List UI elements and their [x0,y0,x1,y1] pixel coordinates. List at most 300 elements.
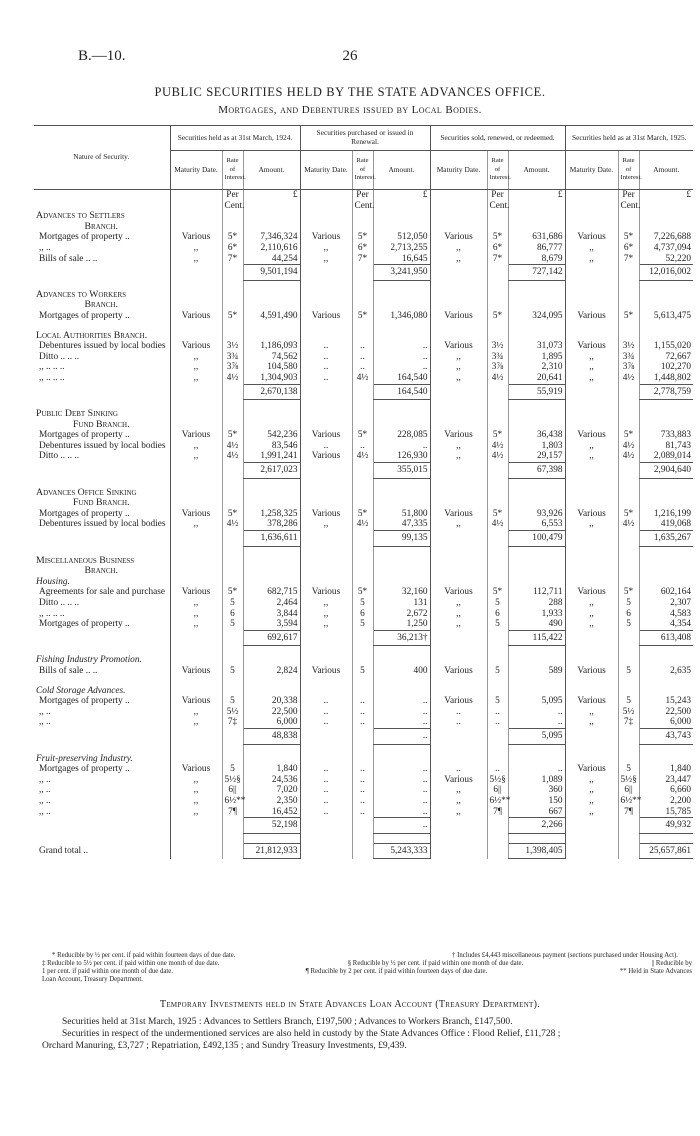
amount-cell: .. [373,807,430,818]
empty-cell [300,677,352,686]
empty-cell [222,280,243,290]
rate-cell: .. [487,707,508,718]
maturity-date-cell: ,, [430,807,487,818]
empty-cell [508,300,565,311]
subtotal-amount-cell: 692,617 [243,630,300,646]
empty-cell [170,498,222,509]
maturity-date-cell: Various [170,509,222,520]
empty-cell [430,190,487,212]
empty-cell [430,646,487,656]
empty-cell [243,488,300,499]
empty-cell [565,677,618,686]
row-label: Agreements for sale and purchase [39,587,165,598]
empty-cell [430,331,487,342]
empty-cell [300,818,352,834]
cent-unit: Cent. [489,200,510,211]
empty-cell [300,531,352,547]
footnotes [42,952,692,984]
maturity-date-cell: ,, [170,619,222,630]
empty-cell [639,546,693,556]
rate-cell: 5 [487,666,508,677]
amount-cell: 4,354 [639,619,693,630]
empty-cell [565,577,618,588]
amount-unit-cell: £ [373,190,430,212]
empty-cell [430,420,487,431]
empty-cell [222,463,243,479]
empty-cell [487,290,508,301]
temporary-investments-line-1: Securities held at 31st March, 1925 : Advances to Settlers Branch, £197,500 ; Advances to Workers Branch, £147,500. [62,1017,513,1027]
subtotal-row [34,463,693,479]
maturity-date-cell: Various [565,311,618,322]
empty-cell [373,686,430,697]
empty-cell [508,420,565,431]
rate-unit-cell [618,190,639,212]
rate-cell: 5 [222,696,243,707]
empty-cell [352,556,373,567]
empty-cell [243,280,300,290]
empty-cell [487,222,508,233]
maturity-date-cell: Various [300,451,352,462]
subtotal-amount-cell: 2,904,640 [639,463,693,479]
empty-cell [352,754,373,765]
per-unit: Per [622,190,635,200]
empty-cell [300,322,352,331]
row-label: Mortgages of property .. [39,430,130,441]
maturity-date-cell: Various [430,587,487,598]
empty-cell [430,265,487,281]
empty-cell [487,728,508,744]
amount-cell: 3,594 [243,619,300,630]
maturity-date-cell: ,, [170,254,222,265]
empty-cell [565,463,618,479]
rate-unit-cell [487,190,508,212]
maturity-date-cell: .. [300,785,352,796]
empty-cell [508,677,565,686]
maturity-date-cell: ,, [430,441,487,452]
empty-cell [430,211,487,222]
empty-cell [565,728,618,744]
empty-cell [352,463,373,479]
rate-of-interest-header: Rate of Interest. [487,151,508,190]
empty-cell [373,646,430,656]
amount-cell: 44,254 [243,254,300,265]
empty-cell [300,222,352,233]
subtotal-row [34,384,693,400]
empty-cell [222,728,243,744]
maturity-date-cell: Various [430,341,487,352]
empty-cell [487,566,508,577]
maturity-date-header: Maturity Date. [565,151,618,190]
empty-cell [222,265,243,281]
empty-cell [170,677,222,686]
empty-cell [430,686,487,697]
empty-cell [565,630,618,646]
empty-cell [639,833,693,843]
amount-cell: 667 [508,807,565,818]
amount-cell: 4,737,094 [639,243,693,254]
row-label [34,265,170,281]
amount-cell: 1,258,325 [243,509,300,520]
empty-cell [618,211,639,222]
rate-cell: 5 [618,666,639,677]
empty-cell [222,818,243,834]
maturity-date-cell: Various [300,430,352,441]
rate-cell: 6½** [618,796,639,807]
rate-cell: 5 [618,619,639,630]
rate-cell: 3½ [618,341,639,352]
rate-cell: 3½ [222,341,243,352]
rate-cell: 7¶ [222,807,243,818]
empty-cell [430,222,487,233]
rate-cell: 5* [352,430,373,441]
row-label: ,, .. .. .. [39,372,65,383]
empty-cell [430,728,487,744]
amount-cell: 31,073 [508,341,565,352]
empty-cell [639,655,693,666]
maturity-date-cell: ,, [430,362,487,373]
amount-cell: 1,304,903 [243,373,300,384]
maturity-date-cell: .. [300,341,352,352]
rate-cell: 5 [222,598,243,609]
empty-cell [222,498,243,509]
table-row [34,796,693,807]
empty-cell [565,546,618,556]
empty-cell [300,400,352,410]
subtotal-amount-cell: .. [373,818,430,834]
maturity-date-cell: Various [430,311,487,322]
maturity-date-cell: ,, [170,717,222,728]
empty-cell [618,577,639,588]
subtotal-amount-cell: 2,266 [508,818,565,834]
maturity-date-cell: Various [430,666,487,677]
empty-cell [430,478,487,488]
amount-cell: 2,672 [373,609,430,620]
maturity-date-cell: ,, [300,519,352,530]
maturity-date-cell: ,, [565,619,618,630]
amount-cell: 2,713,255 [373,243,430,254]
maturity-date-cell: ,, [565,775,618,786]
empty-cell [618,409,639,420]
amount-cell: 131 [373,598,430,609]
empty-cell [300,556,352,567]
rate-cell: .. [352,764,373,775]
empty-cell [222,556,243,567]
empty-cell [300,478,352,488]
empty-cell [487,322,508,331]
empty-cell [222,211,243,222]
footnote: 1 per cent. if paid within one month of due date. [42,968,173,975]
maturity-date-cell: .. [300,764,352,775]
empty-cell [222,833,243,843]
empty-cell [300,384,352,400]
empty-cell [618,478,639,488]
rate-cell: 5 [487,696,508,707]
empty-cell [222,420,243,431]
maturity-date-cell: .. [300,807,352,818]
subtotal-amount-cell: 164,540 [373,384,430,400]
grand-total-amount-cell: 25,657,861 [639,843,693,859]
maturity-date-cell: ,, [430,243,487,254]
empty-cell [243,300,300,311]
rate-cell: .. [352,696,373,707]
empty-cell [487,463,508,479]
empty-cell [352,409,373,420]
empty-cell [508,546,565,556]
empty-cell [243,744,300,754]
grand-total-amount-cell: 1,398,405 [508,843,565,859]
maturity-date-cell: .. [430,717,487,728]
empty-cell [222,577,243,588]
empty-cell [639,222,693,233]
rate-cell: 5* [352,509,373,520]
section-heading [34,409,693,420]
maturity-date-cell: .. [300,696,352,707]
empty-cell [373,211,430,222]
maturity-date-cell: ,, [300,254,352,265]
maturity-date-cell: ,, [170,441,222,452]
amount-cell: 6,553 [508,519,565,530]
empty-cell [430,322,487,331]
rate-cell: 5* [222,587,243,598]
empty-cell [430,744,487,754]
empty-cell [618,833,639,843]
empty-cell [618,331,639,342]
maturity-date-cell: ,, [565,609,618,620]
empty-cell [508,400,565,410]
empty-cell [352,843,373,859]
empty-cell [373,420,430,431]
empty-cell [373,478,430,488]
rate-cell: .. [487,764,508,775]
empty-cell [373,546,430,556]
empty-cell [430,843,487,859]
empty-cell [487,818,508,834]
subtotal-amount-cell: 99,135 [373,531,430,547]
row-label: Miscellaneous Business [36,554,135,566]
empty-cell [508,290,565,301]
table-body [34,190,693,859]
empty-cell [170,646,222,656]
empty-cell [618,556,639,567]
empty-cell [430,754,487,765]
empty-cell [565,280,618,290]
empty-cell [170,843,222,859]
row-label: Local Authorities Branch. [36,329,148,341]
empty-cell [300,843,352,859]
table-row [34,519,693,530]
footnote: ‡ Reducible to 5½ per cent. if paid within one month of due date. [42,960,220,967]
amount-cell: 1,186,093 [243,341,300,352]
amount-cell: 20,338 [243,696,300,707]
subtotal-amount-cell: 1,635,267 [639,531,693,547]
rate-cell: 5* [487,587,508,598]
empty-cell [508,744,565,754]
empty-cell [170,400,222,410]
rate-cell: 5 [487,598,508,609]
rate-cell: 4½ [222,373,243,384]
amount-cell: 228,085 [373,430,430,441]
subtotal-amount-cell: 43,743 [639,728,693,744]
empty-cell [352,420,373,431]
amount-header: Amount. [243,151,300,190]
table-row [34,311,693,322]
empty-cell [618,300,639,311]
maturity-date-cell: Various [300,311,352,322]
amount-header: Amount. [508,151,565,190]
empty-cell [222,655,243,666]
maturity-date-cell: Various [300,587,352,598]
empty-cell [487,478,508,488]
page-subtitle: Mortgages, and Debentures issued by Local Bodies. [218,104,482,116]
maturity-date-cell: Various [300,666,352,677]
maturity-date-cell: .. [430,764,487,775]
empty-cell [352,300,373,311]
empty-cell [352,818,373,834]
rate-cell: 4½ [352,519,373,530]
amount-cell: 4,591,490 [243,311,300,322]
empty-cell [243,409,300,420]
empty-cell [565,265,618,281]
amount-cell: .. [373,796,430,807]
amount-cell: 589 [508,666,565,677]
empty-cell [170,322,222,331]
empty-cell [300,409,352,420]
empty-cell [373,833,430,843]
empty-cell [373,300,430,311]
rate-cell: .. [352,362,373,373]
row-label: Mortgages of property .. [39,508,130,519]
footnote: Loan Account, Treasury Department. [42,976,143,983]
empty-cell [170,300,222,311]
maturity-date-cell: ,, [565,598,618,609]
empty-cell [373,488,430,499]
empty-cell [170,754,222,765]
rate-cell: 6½** [487,796,508,807]
empty-cell [618,677,639,686]
row-label [34,818,170,834]
empty-cell [508,566,565,577]
row-label: Bills of sale .. .. [39,665,98,676]
empty-cell [170,222,222,233]
empty-cell [487,531,508,547]
subtotal-amount-cell: 2,670,138 [243,384,300,400]
rate-cell: 4½ [222,451,243,462]
empty-cell [565,754,618,765]
temporary-investments-title: Temporary Investments held in State Advances Loan Account (Treasury Department). [159,999,541,1010]
amount-cell: 602,164 [639,587,693,598]
amount-header: Amount. [373,151,430,190]
rate-cell: .. [487,717,508,728]
row-label [34,744,170,754]
maturity-date-cell: ,, [170,796,222,807]
empty-cell [373,322,430,331]
table-row [34,598,693,609]
empty-cell [300,686,352,697]
empty-cell [352,498,373,509]
empty-cell [170,630,222,646]
row-label: Branch. [84,299,118,311]
subtotal-amount-cell: 2,617,023 [243,463,300,479]
grand-total-row [34,843,693,859]
amount-cell: 112,711 [508,587,565,598]
subtotal-amount-cell: 36,213† [373,630,430,646]
empty-cell [639,556,693,567]
maturity-date-cell: Various [430,509,487,520]
subtotal-amount-cell: 613,408 [639,630,693,646]
table-row [34,362,693,373]
empty-cell [430,566,487,577]
empty-cell [352,686,373,697]
empty-cell [430,290,487,301]
rate-cell: 7* [222,254,243,265]
maturity-date-cell: Various [430,232,487,243]
maturity-date-cell: Various [170,430,222,441]
maturity-date-cell: Various [430,696,487,707]
empty-cell [487,300,508,311]
amount-cell: 126,930 [373,451,430,462]
rate-cell: 4½ [618,441,639,452]
table-row [34,775,693,786]
empty-cell [430,531,487,547]
empty-cell [430,546,487,556]
empty-cell [170,331,222,342]
empty-cell [639,677,693,686]
empty-cell [373,556,430,567]
amount-cell: 1,089 [508,775,565,786]
maturity-date-cell: ,, [565,707,618,718]
maturity-date-cell: Various [430,430,487,441]
maturity-date-cell: ,, [300,598,352,609]
row-label: Ditto .. .. .. [39,451,80,462]
amount-cell: 81,743 [639,441,693,452]
empty-cell [352,546,373,556]
empty-cell [618,498,639,509]
maturity-date-cell: ,, [430,609,487,620]
maturity-date-cell: Various [565,696,618,707]
empty-cell [222,322,243,331]
empty-cell [222,630,243,646]
empty-cell [618,546,639,556]
row-label: Mortgages of property .. [39,764,130,775]
rate-cell: 5½ [222,707,243,718]
footnote: ** Held in State Advances [619,968,692,975]
empty-cell [300,463,352,479]
empty-cell [352,728,373,744]
row-label: ,, .. [39,785,51,796]
maturity-date-cell: ,, [565,807,618,818]
amount-cell: 52,220 [639,254,693,265]
amount-cell: 2,310 [508,362,565,373]
row-label [34,190,170,212]
empty-cell [300,331,352,342]
empty-cell [300,646,352,656]
maturity-date-cell: Various [300,509,352,520]
amount-cell: 22,500 [243,707,300,718]
maturity-date-cell: ,, [430,619,487,630]
row-label: Public Debt Sinking [36,408,118,420]
empty-cell [170,409,222,420]
per-unit: Per [226,190,239,200]
empty-cell [300,577,352,588]
rate-cell: 5 [618,696,639,707]
rate-unit-cell [222,190,243,212]
amount-cell: 360 [508,785,565,796]
empty-cell [565,646,618,656]
empty-cell [618,843,639,859]
rate-cell: 5½§ [222,775,243,786]
empty-cell [508,833,565,843]
amount-cell: 682,715 [243,587,300,598]
